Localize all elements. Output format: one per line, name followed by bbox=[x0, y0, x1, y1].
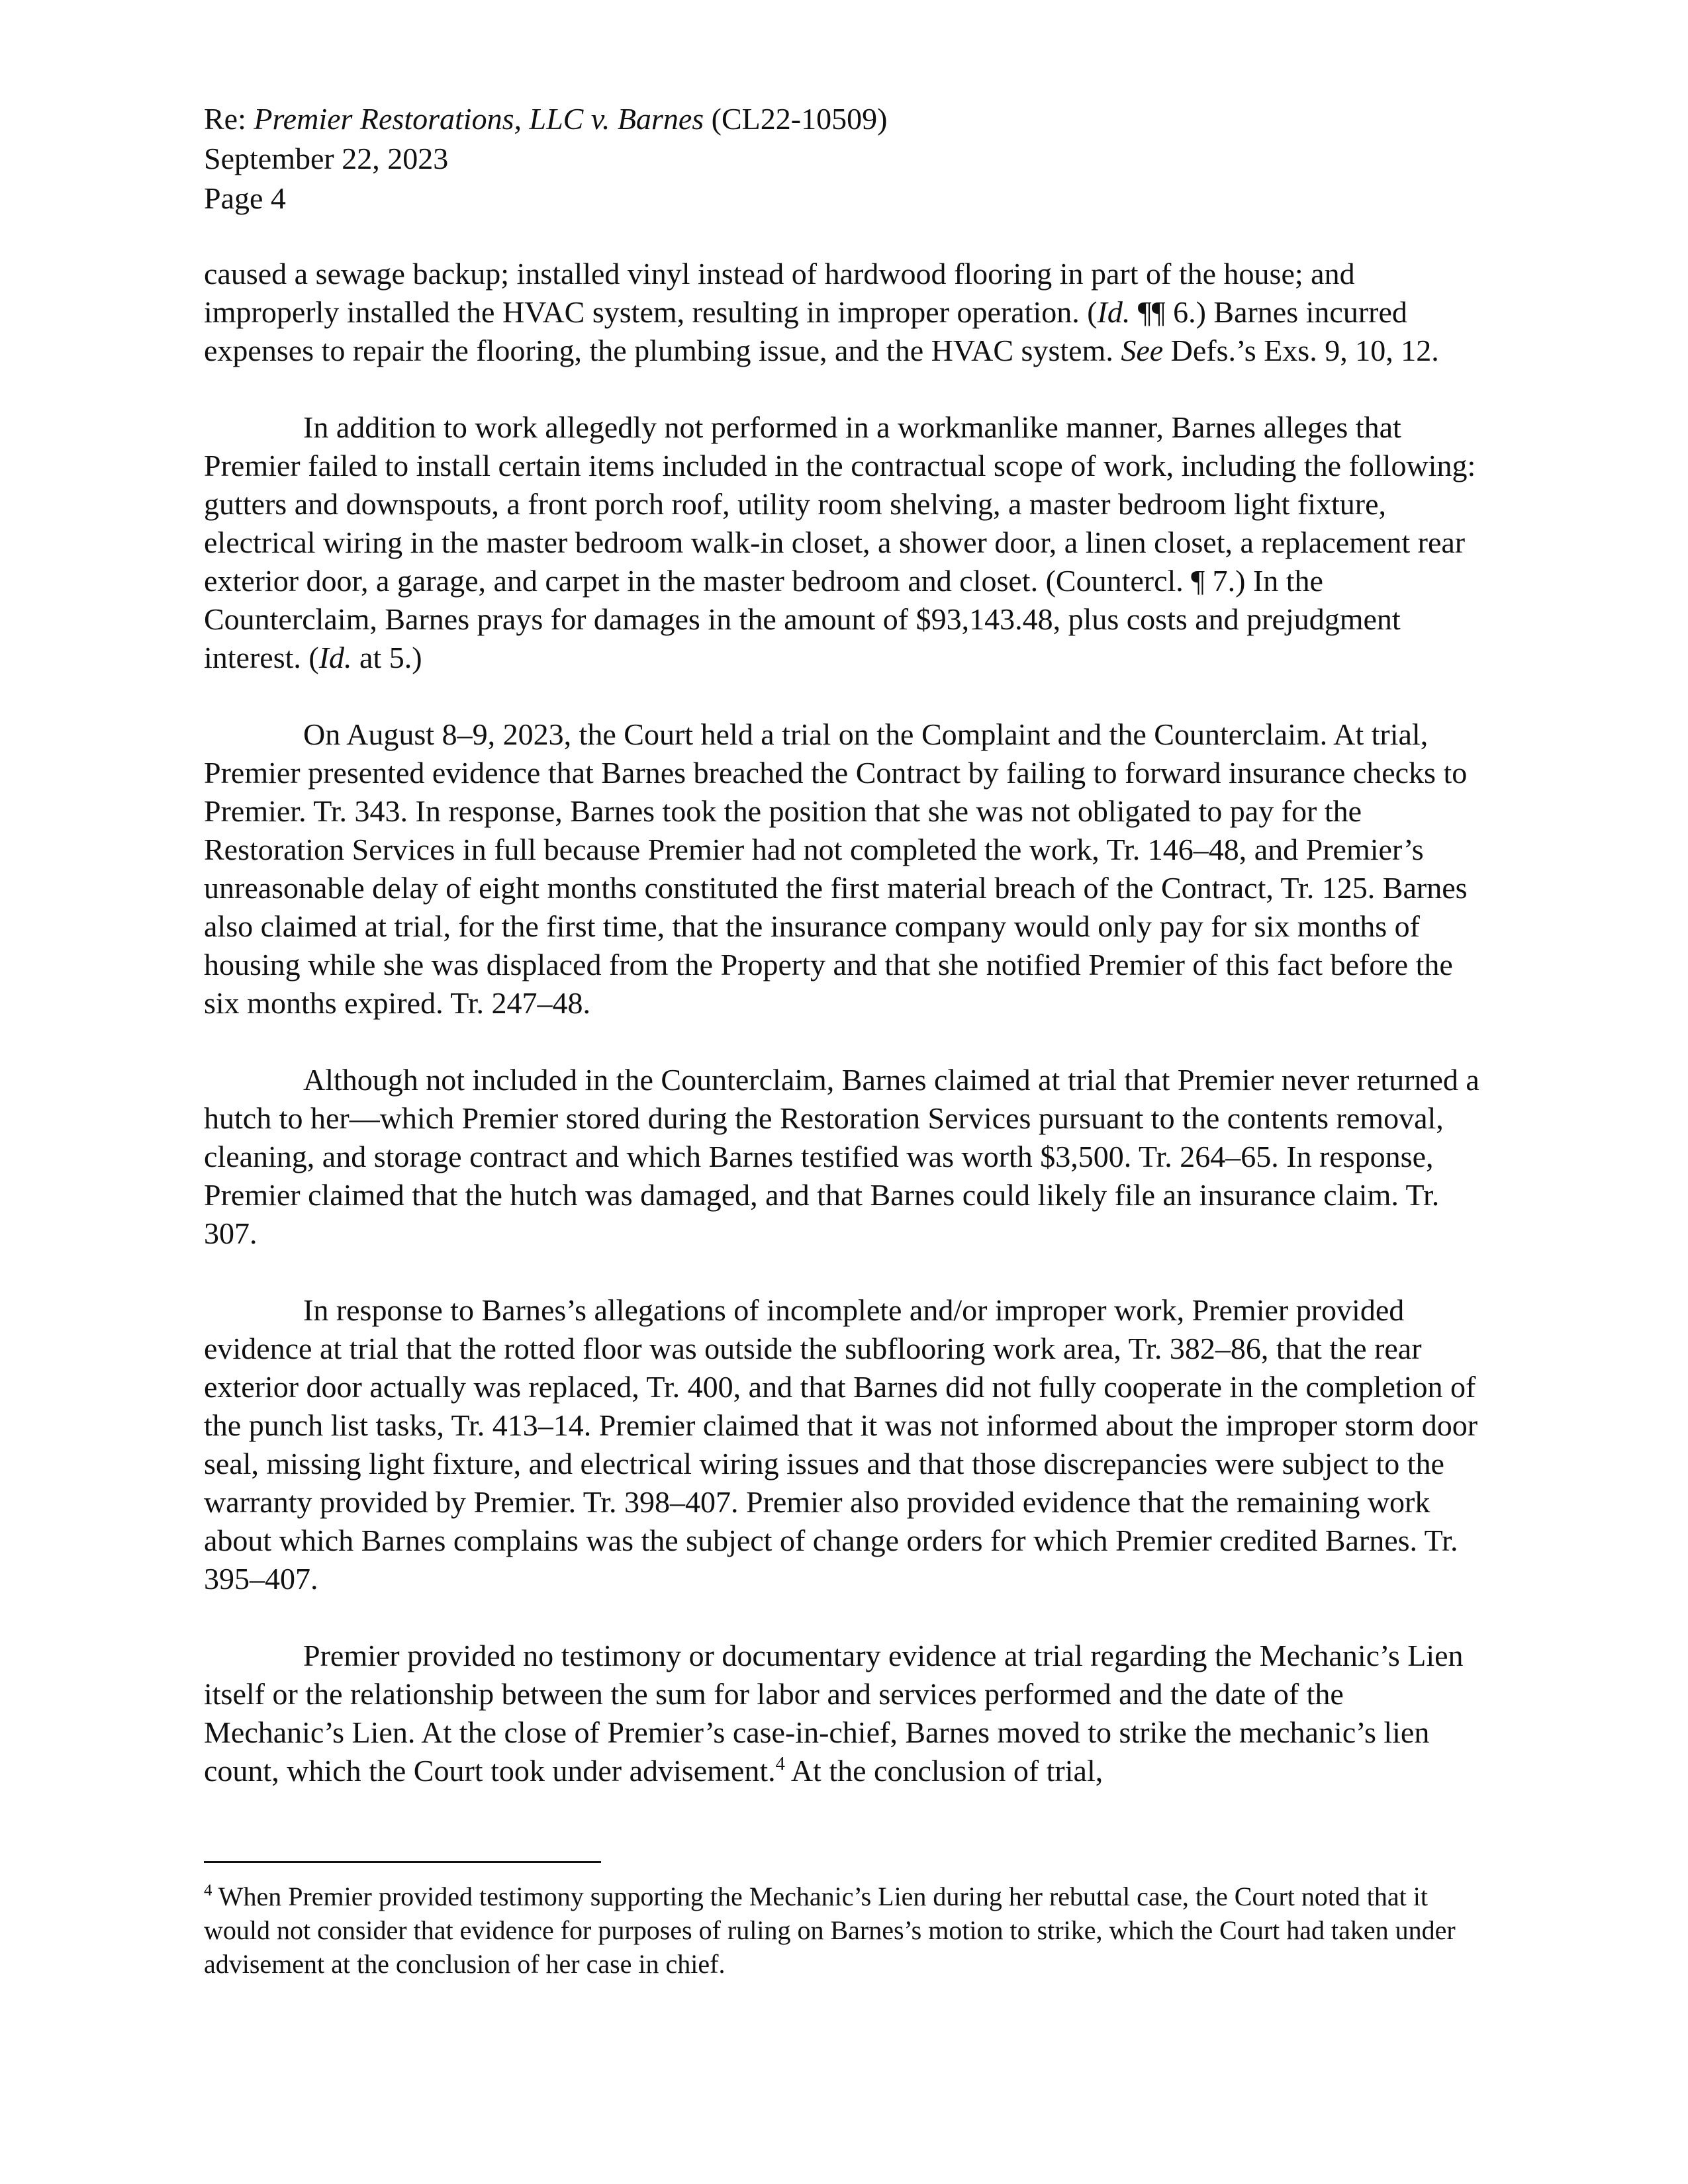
p1-signal-see: See bbox=[1121, 334, 1164, 367]
paragraph-5: In response to Barnes’s allegations of incomplete and/or improper work, Premier provided evidence at trial that the rotted floor was outside the subflooring work area, Tr. 382–86, that the rear exterior door actually was replaced, Tr. 400, and that Barnes did not fully cooperate in the completion of the punch list tasks, Tr. 413–14. Premier claimed that it was not informed about the improper storm door seal, missing light fixture, and electrical wiring issues and that those discrepancies were subject to the warranty provided by Premier. Tr. 398–407. Premier also provided evidence that the remaining work about which Barnes complains was the subject of change orders for which Premier credited Barnes. Tr. 395–407. bbox=[204, 1293, 1478, 1596]
case-name: Premier Restorations, LLC v. Barnes bbox=[254, 102, 704, 136]
p1-text-c: ¶¶ 6.) Barnes incurred expenses to repair the flooring, the plumbing issue, and the HVAC system. bbox=[204, 295, 1407, 367]
footnote-4 bbox=[204, 1880, 1491, 1981]
p6-text-b: At the conclusion of trial, bbox=[784, 1754, 1103, 1788]
footnote-reference: 4 bbox=[775, 1753, 785, 1774]
p1-text-e: Defs.’s Exs. 9, 10, 12. bbox=[1163, 334, 1439, 367]
p6-text-a: Premier provided no testimony or documentary evidence at trial regarding the Mechanic’s Lien itself or the relationship between the sum for labor and services performed and the date of the Mechanic’s Lien. At the close of Premier’s case-in-chief, Barnes moved to strike the mechanic’s lien count, which the Court took under advisement. bbox=[204, 1639, 1464, 1788]
p1-text-a: caused a sewage backup; installed vinyl instead of hardwood flooring in part of the house; and improperly installed the HVAC system, resulting in improper operation. ( bbox=[204, 257, 1355, 329]
paragraph-6 bbox=[204, 1637, 1491, 1790]
footnote-number: 4 bbox=[204, 1882, 212, 1900]
body-text bbox=[204, 255, 1491, 1790]
re-prefix: Re: bbox=[204, 102, 254, 136]
footnote-divider bbox=[204, 1861, 601, 1863]
paragraph-1 bbox=[204, 255, 1491, 370]
p2-text-c: at 5.) bbox=[352, 641, 422, 674]
paragraph-4: Although not included in the Counterclaim, Barnes claimed at trial that Premier never returned a hutch to her—which Premier stored during the Restoration Services pursuant to the contents removal, cleaning, and storage contract and which Barnes testified was worth $3,500. Tr. 264–65. In response, Premier claimed that the hutch was damaged, and that Barnes could likely file an insurance claim. Tr. 307. bbox=[204, 1063, 1479, 1250]
p2-citation-id: Id. bbox=[318, 641, 352, 674]
paragraph-3: On August 8–9, 2023, the Court held a trial on the Complaint and the Counterclaim. At trial, Premier presented evidence that Barnes breached the Contract by failing to forward insurance checks to Premier. Tr. 343. In response, Barnes took the position that she was not obligated to pay for the Restoration Services in full because Premier had not completed the work, Tr. 146–48, and Premier’s unreasonable delay of eight months constituted the first material breach of the Contract, Tr. 125. Barnes also claimed at trial, for the first time, that the insurance company would only pay for six months of housing while she was displaced from the Property and that she notified Premier of this fact before the six months expired. Tr. 247–48. bbox=[204, 717, 1468, 1020]
footnote-text: When Premier provided testimony supporting the Mechanic’s Lien during her rebuttal case, the Court noted that it would not consider that evidence for purposes of ruling on Barnes’s motion to strike, which the Court had taken under advisement at the conclusion of her case in chief. bbox=[204, 1882, 1456, 1979]
page-number: Page 4 bbox=[204, 181, 286, 215]
re-line bbox=[204, 99, 887, 139]
letter-date: September 22, 2023 bbox=[204, 142, 449, 175]
p2-text-a: In addition to work allegedly not performed in a workmanlike manner, Barnes alleges that Premier failed to install certain items included in the contractual scope of work, including the following: gutters and downspouts, a front porch roof, utility room shelving, a master bedroom light fixture, electrical wiring in the master bedroom walk-in closet, a shower door, a linen closet, a replacement rear exterior door, a garage, and carpet in the master bedroom and closet. (Countercl. ¶ 7.) In the Counterclaim, Barnes prays for damages in the amount of $93,143.48, plus costs and prejudgment interest. ( bbox=[204, 410, 1476, 674]
paragraph-2 bbox=[204, 408, 1491, 677]
letter-header bbox=[204, 99, 887, 218]
case-number: (CL22-10509) bbox=[704, 102, 888, 136]
p1-citation-id: Id. bbox=[1097, 295, 1131, 329]
